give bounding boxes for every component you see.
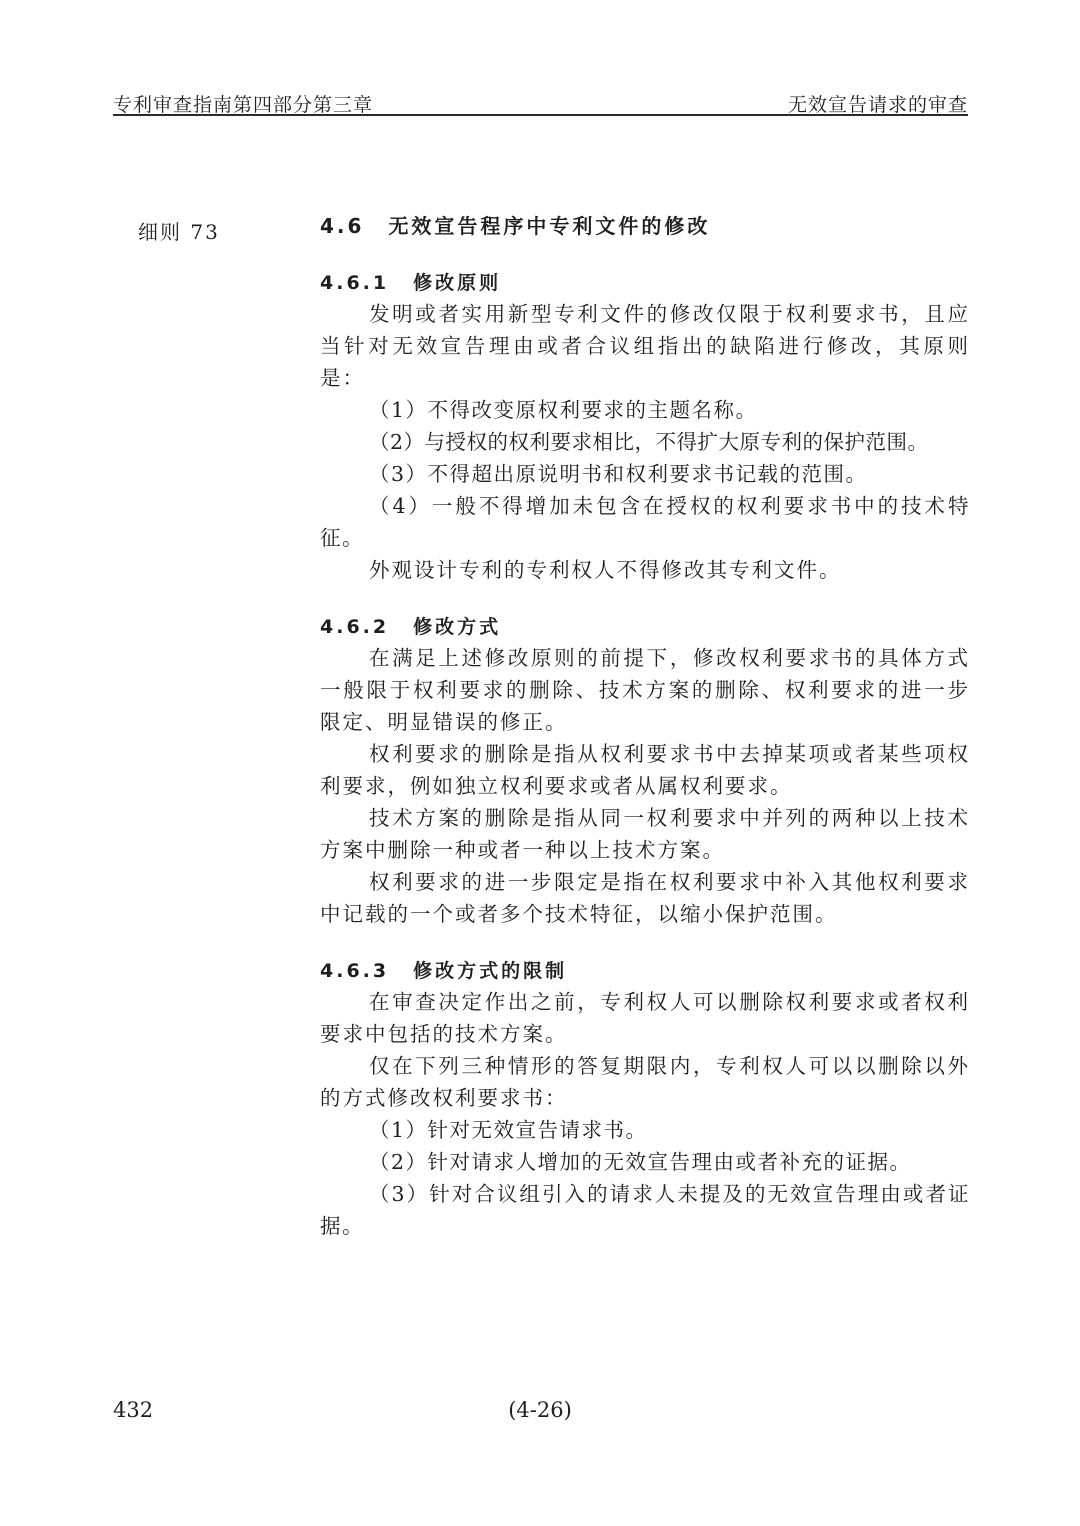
list-item: （1）不得改变原权利要求的主题名称。 xyxy=(369,398,758,422)
list-item: （2）与授权的权利要求相比，不得扩大原专利的保护范围。 xyxy=(369,430,929,454)
list-item: （1）针对无效宣告请求书。 xyxy=(369,1118,648,1142)
subsection-number: 4.6.1 xyxy=(320,272,390,294)
main-content xyxy=(320,211,970,1242)
paragraph: 在审查决定作出之前，专利权人可以删除权利要求或者权利要求中包括的技术方案。 xyxy=(320,990,970,1046)
section-title: 无效宣告程序中专利文件的修改 xyxy=(388,214,711,238)
paragraph: 在满足上述修改原则的前提下，修改权利要求书的具体方式一般限于权利要求的删除、技术方案的删除、权利要求的进一步限定、明显错误的修正。 xyxy=(320,646,970,734)
subsection-title: 修改方式 xyxy=(413,616,502,638)
running-header-topic: 无效宣告请求的审查 xyxy=(787,94,968,116)
subsection-title: 修改方式的限制 xyxy=(413,960,568,982)
subsection-heading-4-6-1 xyxy=(320,268,970,298)
page-number: 432 xyxy=(113,1398,154,1422)
section-page-number: (4-26) xyxy=(508,1398,572,1422)
paragraph: 发明或者实用新型专利文件的修改仅限于权利要求书，且应当针对无效宣告理由或者合议组指出的缺陷进行修改，其原则是： xyxy=(320,302,970,390)
list-item: （3）针对合议组引入的请求人未提及的无效宣告理由或者证据。 xyxy=(320,1182,970,1238)
section-heading xyxy=(320,211,970,241)
paragraph: 外观设计专利的专利权人不得修改其专利文件。 xyxy=(369,558,842,582)
paragraph: 权利要求的进一步限定是指在权利要求中补入其他权利要求中记载的一个或者多个技术特征，以缩小保护范围。 xyxy=(320,870,970,926)
paragraph: 仅在下列三种情形的答复期限内，专利权人可以以删除以外的方式修改权利要求书： xyxy=(320,1054,970,1110)
margin-rule-reference: 细则 73 xyxy=(138,220,220,244)
section-number: 4.6 xyxy=(320,214,365,238)
header-divider xyxy=(113,114,968,116)
paragraph: 权利要求的删除是指从权利要求书中去掉某项或者某些项权利要求，例如独立权利要求或者从属权利要求。 xyxy=(320,742,970,798)
subsection-number: 4.6.2 xyxy=(320,616,390,638)
subsection-title: 修改原则 xyxy=(413,272,502,294)
running-header-chapter: 专利审查指南第四部分第三章 xyxy=(113,94,374,116)
subsection-heading-4-6-3 xyxy=(320,956,970,986)
list-item: （2）针对请求人增加的无效宣告理由或者补充的证据。 xyxy=(369,1150,912,1174)
subsection-number: 4.6.3 xyxy=(320,960,390,982)
list-item: （4）一般不得增加未包含在授权的权利要求书中的技术特征。 xyxy=(320,494,970,550)
list-item: （3）不得超出原说明书和权利要求书记载的范围。 xyxy=(369,462,868,486)
subsection-heading-4-6-2 xyxy=(320,612,970,642)
paragraph: 技术方案的删除是指从同一权利要求中并列的两种以上技术方案中删除一种或者一种以上技术方案。 xyxy=(320,806,970,862)
